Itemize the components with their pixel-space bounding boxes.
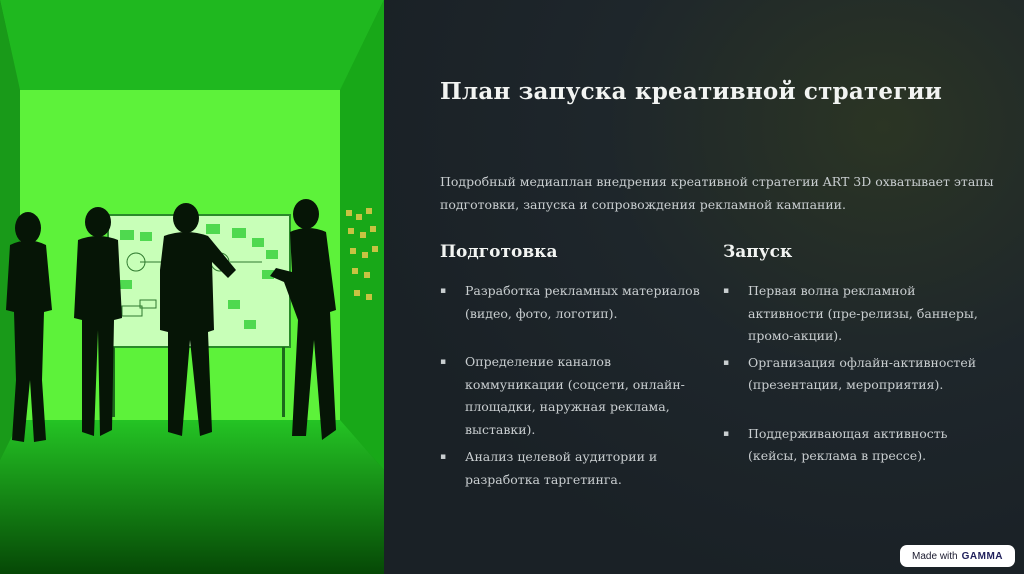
list-item: ▪ Первая волна рекламной активности (пре-релизы, баннеры, промо-акции). — [723, 280, 983, 348]
team-whiteboard-photo — [0, 0, 384, 574]
bullet-icon: ▪ — [723, 428, 730, 439]
bullet-icon: ▪ — [723, 357, 730, 368]
gamma-logo: GAMMA — [961, 550, 1003, 562]
bullet-icon: ▪ — [440, 452, 447, 462]
preparation-list — [440, 280, 700, 491]
column-heading-preparation: Подготовка — [440, 242, 558, 262]
bullet-icon: ▪ — [440, 357, 447, 367]
slide-content — [384, 0, 1024, 574]
list-item: ▪ Определение каналов коммуникации (соцсети, онлайн-площадки, наружная реклама, выставки). — [440, 351, 700, 441]
column-launch — [723, 242, 983, 468]
badge-prefix: Made with — [912, 550, 958, 562]
list-item: ▪ Разработка рекламных материалов (видео, фото, логотип). — [440, 280, 700, 325]
slide-intro-text: Подробный медиаплан внедрения креативной стратегии ART 3D охватывает этапы подготовки, запуска и сопровождения рекламной кампании. — [440, 174, 994, 212]
column-preparation — [440, 242, 700, 491]
launch-list — [723, 280, 983, 468]
list-item: ▪ Поддерживающая активность (кейсы, реклама в прессе). — [723, 423, 983, 468]
list-item: ▪ Организация офлайн-активностей (презентации, мероприятия). — [723, 352, 983, 397]
made-with-gamma-badge[interactable] — [900, 545, 1015, 567]
bullet-icon: ▪ — [440, 286, 447, 296]
column-heading-launch: Запуск — [723, 242, 793, 262]
list-item: ▪ Анализ целевой аудитории и разработка таргетинга. — [440, 446, 700, 491]
slide-title: План запуска креативной стратегии — [440, 78, 943, 105]
bullet-icon: ▪ — [723, 286, 730, 296]
